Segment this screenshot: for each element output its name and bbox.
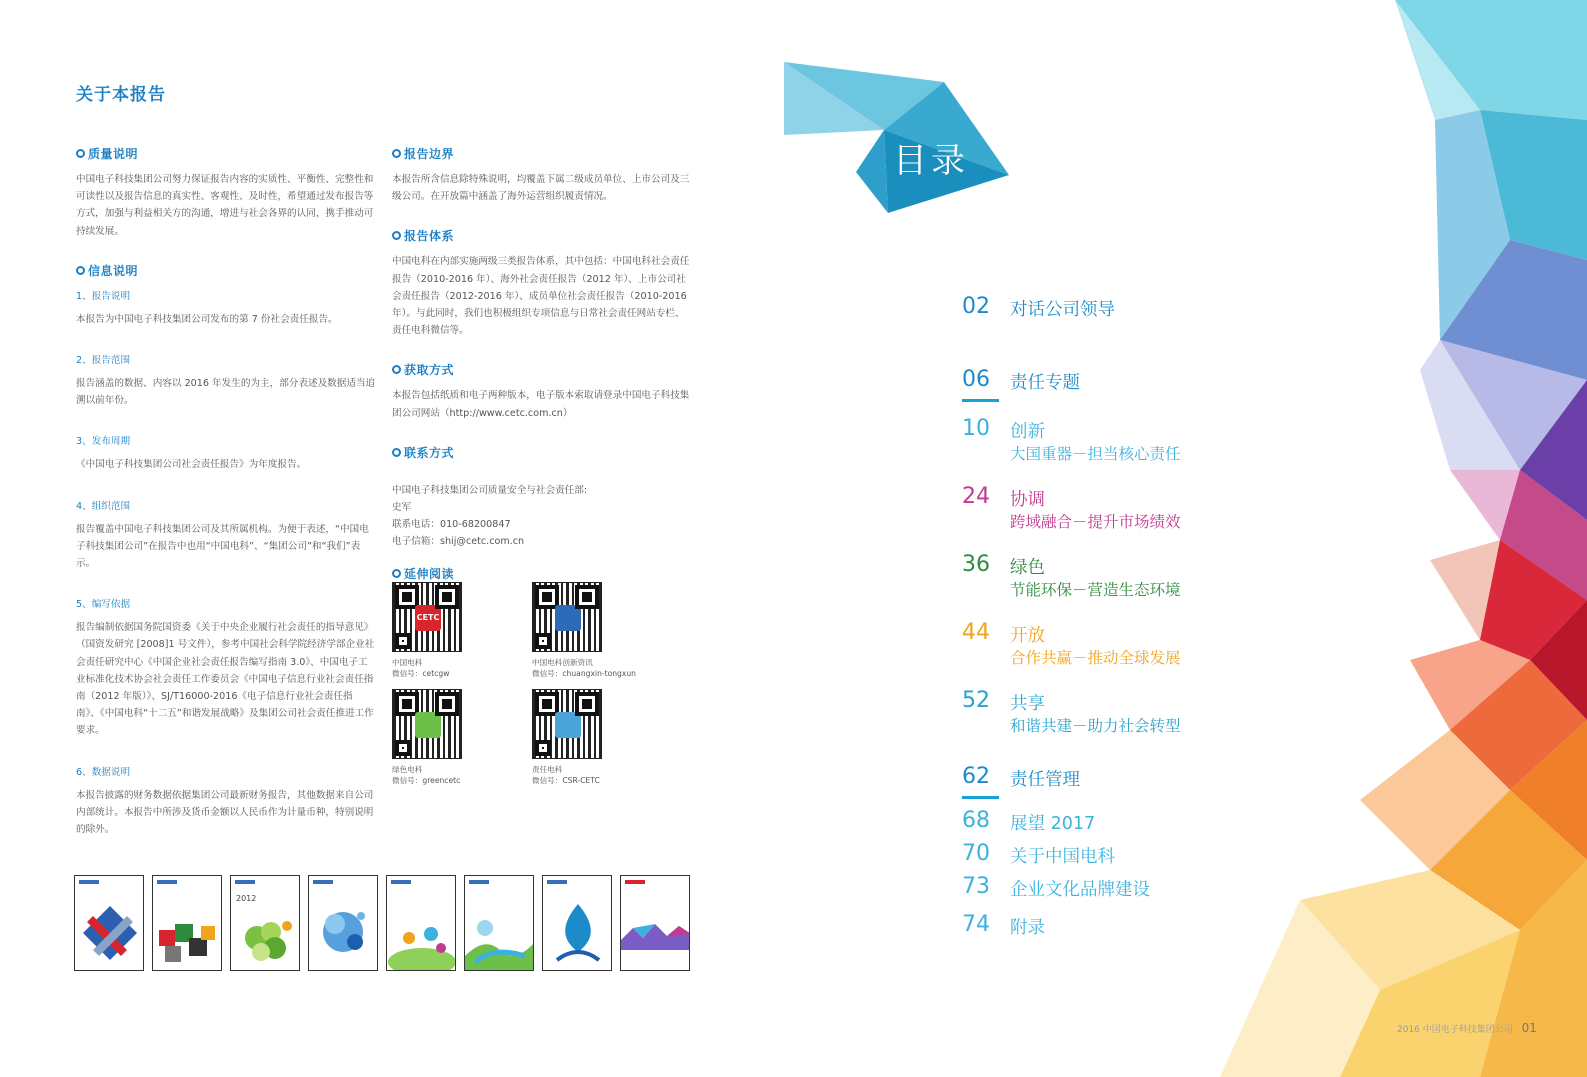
report-spread: 关于本报告 质量说明 中国电子科技集团公司努力保证报告内容的实质性、平衡性、完整性和可读性以及报告信息的真实性、客观性、及时性，希望通过发布报告等方式，加强与利益相关方的沟通，增进与社会各界的认同，携手推动可持续发展。 信息说明 1、报告说明 本报告为中国电子科技集团公司发布的第 7 份社会责任报告。 2、报告范围 报告涵盖的数据、内容以 2016 年发生的为主，部分表述及数据适当追溯以前年份。 3、发布周期 《中国电子科技集团公司社会责任报告》为年度报告。 4、组织范围 报告覆盖中国电子科技集团公司及其所属机构。为便于表述，“中国电子科技集团公司”在报告中也用“中国电科”、“集团公司”和“我们”表示。 5、编写依据 报告编制依据国务院国资委《关于中央企业履行社会责任的指导意见》（国资发研究 [2008]1 号文件），参考中国社会科学院经济学部企业社会责任研究中心《中国企业社会责任报告编写指南 3.0》、中国电子工业标准化技术协会社会责任工作委员会《中国电子信息行业社会责任指南（2012 年版）》、SJ/T16000-2016《电子信息行业社会责任指南》、《中国电科“十二五”和谐发展战略》及集团公司社会责任推进工作要求。 6、数据说明 本报告披露的财务数据依据集团公司最新财务报告，其他数据来自公司内部统计。本报告中所涉及货币金额以人民币作为计量币种，特别说明的除外。 报告边界 本报告所含信息除特殊说明，均覆盖下属二级成员单位、上市公司及三级公司。在开放篇中涵盖了海外运营组织履责情况。 报告体系 中国电科在内部实施两级三类报告体系，其中包括：中国电科社会责任报告（2010-2016 年）、海外社会责任报告（2012 年）、上市公司社会责任报告（2012-2016 年）、成员单位社会责任报告（2010-2016 年）。与此同时，我们也积极组织专项信息与日常社会责任网站专栏、责任电科微信等。 获取方式 本报告包括纸质和电子两种版本，电子版本索取请登录中国电子科技集团公司网站（http://www.cetc.com.cn） 联系方式 中国电子科技集团公司质量安全与社会责任部: 史军 联系电话：010-68200847 电子信箱：shij@cetc.com.cn 延伸阅读 CETC 中国电科 微信号：cetcgw 中国电科创新资讯 微信号：chuangxin-tongxun 绿色电科 微信号：greencetc 责任电科 微信号：CSR-CETC 2012 目录 02 对话公司领导 06 责任专题 10 创新 大国重器－担当核心责任 24 协调 跨域融合－提升市场绩效 36 绿色 节能环保－营造生态环境 44 开放 合作共赢－推动全球发展 52 共享 和谐共建－助力社会转型 62 责任管理 68 展望 2017 70 关于中国电科 73 企业文化品牌建设 74 附录 2016 中国电子科技集团公司 01 [0,0,1587,1077]
info-item-label: 5、编写依据 [76,599,131,611]
system-heading: 报告体系 [392,227,692,244]
ring-bullet-icon [392,231,401,240]
contact-email[interactable]: 电子信箱：shij@cetc.com.cn [392,536,525,548]
qr-code-icon [532,689,602,759]
qr-code-icon: CETC [392,582,462,652]
page-footer [1397,1021,1537,1035]
qr-card-cetc[interactable] [392,582,542,679]
info-item-label: 3、发布周期 [76,436,131,448]
qr-caption-name: 责任电科 [532,765,563,774]
boundary-text: 本报告所含信息除特殊说明，均覆盖下属二级成员单位、上市公司及三级公司。在开放篇中涵盖了海外运营组织履责情况。 [392,174,690,203]
report-cover-thumb[interactable] [464,875,534,971]
qr-caption-name: 中国电科创新资讯 [532,658,593,667]
info-item-text: 报告覆盖中国电子科技集团公司及其所属机构。为便于表述，“中国电子科技集团公司”在报告中也用“中国电科”、“集团公司”和“我们”表示。 [76,523,369,570]
ring-bullet-icon [76,266,85,275]
ring-bullet-icon [392,569,401,578]
info-item-label: 4、组织范围 [76,500,131,512]
info-item-text: 本报告披露的财务数据依据集团公司最新财务报告，其他数据来自公司内部统计。本报告中所涉及货币金额以人民币作为计量币种，特别说明的除外。 [76,789,374,836]
qr-card-csr[interactable] [532,689,682,786]
info-item-text: 报告编制依据国务院国资委《关于中央企业履行社会责任的指导意见》（国资发研究 [2008]1 号文件），参考中国社会科学院经济学部企业社会责任研究中心《中国企业社会责任报告编写指南 3.0》、中国电子工业标准化技术协会社会责任工作委员会《中国电子信息行业社会责任指南（2012 年版）》、SJ/T16000-2016《电子信息行业社会责任指南》、《中国电科“十二五”和谐发展战略》及集团公司社会责任推进工作要求。 [76,622,375,737]
report-cover-thumb[interactable] [620,875,690,971]
left-column [76,145,376,838]
page-number: 01 [1521,1021,1537,1035]
qr-caption-wechat: 微信号：CSR-CETC [532,776,600,785]
qr-code-icon [532,582,602,652]
info-item-text: 本报告为中国电子科技集团公司发布的第 7 份社会责任报告。 [76,313,338,325]
footer-company: 2016 中国电子科技集团公司 [1397,1025,1513,1035]
contact-heading: 联系方式 [392,444,692,461]
qr-card-green[interactable] [392,689,542,786]
report-cover-thumb[interactable] [152,875,222,971]
ring-bullet-icon [392,448,401,457]
contact-dept: 中国电子科技集团公司质量安全与社会责任部: [392,484,588,496]
past-reports-strip [74,875,694,971]
contact-person: 史军 [392,502,412,514]
qr-caption-name: 中国电科 [392,658,423,667]
report-cover-thumb[interactable] [542,875,612,971]
qr-caption-wechat: 微信号：greencetc [392,776,461,785]
ring-bullet-icon [392,365,401,374]
report-cover-thumb[interactable] [308,875,378,971]
decorative-polygon-art [1180,0,1587,1077]
toc-title: 目录 [893,141,969,181]
info-item-label: 2、报告范围 [76,355,131,367]
qr-caption-name: 绿色电科 [392,765,423,774]
report-cover-thumb[interactable] [386,875,456,971]
about-report-title: 关于本报告 [76,85,166,105]
qr-caption-wechat: 微信号：cetcgw [392,669,450,678]
reading-heading: 延伸阅读 [392,565,692,582]
qr-caption-wechat: 微信号：chuangxin-tongxun [532,669,636,678]
info-item-label: 1、报告说明 [76,290,131,302]
boundary-heading: 报告边界 [392,145,692,162]
quality-text: 中国电子科技集团公司努力保证报告内容的实质性、平衡性、完整性和可读性以及报告信息的真实性、客观性、及时性，希望通过发布报告等方式，加强与利益相关方的沟通，增进与社会各界的认同，携手推动可持续发展。 [76,174,374,237]
qr-code-grid [392,582,692,792]
ring-bullet-icon [76,149,85,158]
qr-code-icon [392,689,462,759]
qr-card-innovation[interactable] [532,582,682,679]
quality-heading: 质量说明 [76,145,376,162]
ring-bullet-icon [392,149,401,158]
info-item-label: 6、数据说明 [76,766,131,778]
info-heading: 信息说明 [76,262,376,279]
contact-phone: 联系电话：010-68200847 [392,519,511,531]
access-heading: 获取方式 [392,361,692,378]
access-text: 本报告包括纸质和电子两种版本，电子版本索取请登录中国电子科技集团公司网站（http://www.cetc.com.cn） [392,390,690,419]
report-cover-thumb[interactable]: 2012 [230,875,300,971]
info-item-text: 报告涵盖的数据、内容以 2016 年发生的为主，部分表述及数据适当追溯以前年份。 [76,378,376,407]
report-cover-thumb[interactable] [74,875,144,971]
info-item-text: 《中国电子科技集团公司社会责任报告》为年度报告。 [76,459,307,471]
middle-column [392,145,692,591]
system-text: 中国电科在内部实施两级三类报告体系，其中包括：中国电科社会责任报告（2010-2016 年）、海外社会责任报告（2012 年）、上市公司社会责任报告（2012-2016 年）、成员单位社会责任报告（2010-2016 年）。与此同时，我们也积极组织专项信息与日常社会责任网站专栏、责任电科微信等。 [392,256,690,337]
